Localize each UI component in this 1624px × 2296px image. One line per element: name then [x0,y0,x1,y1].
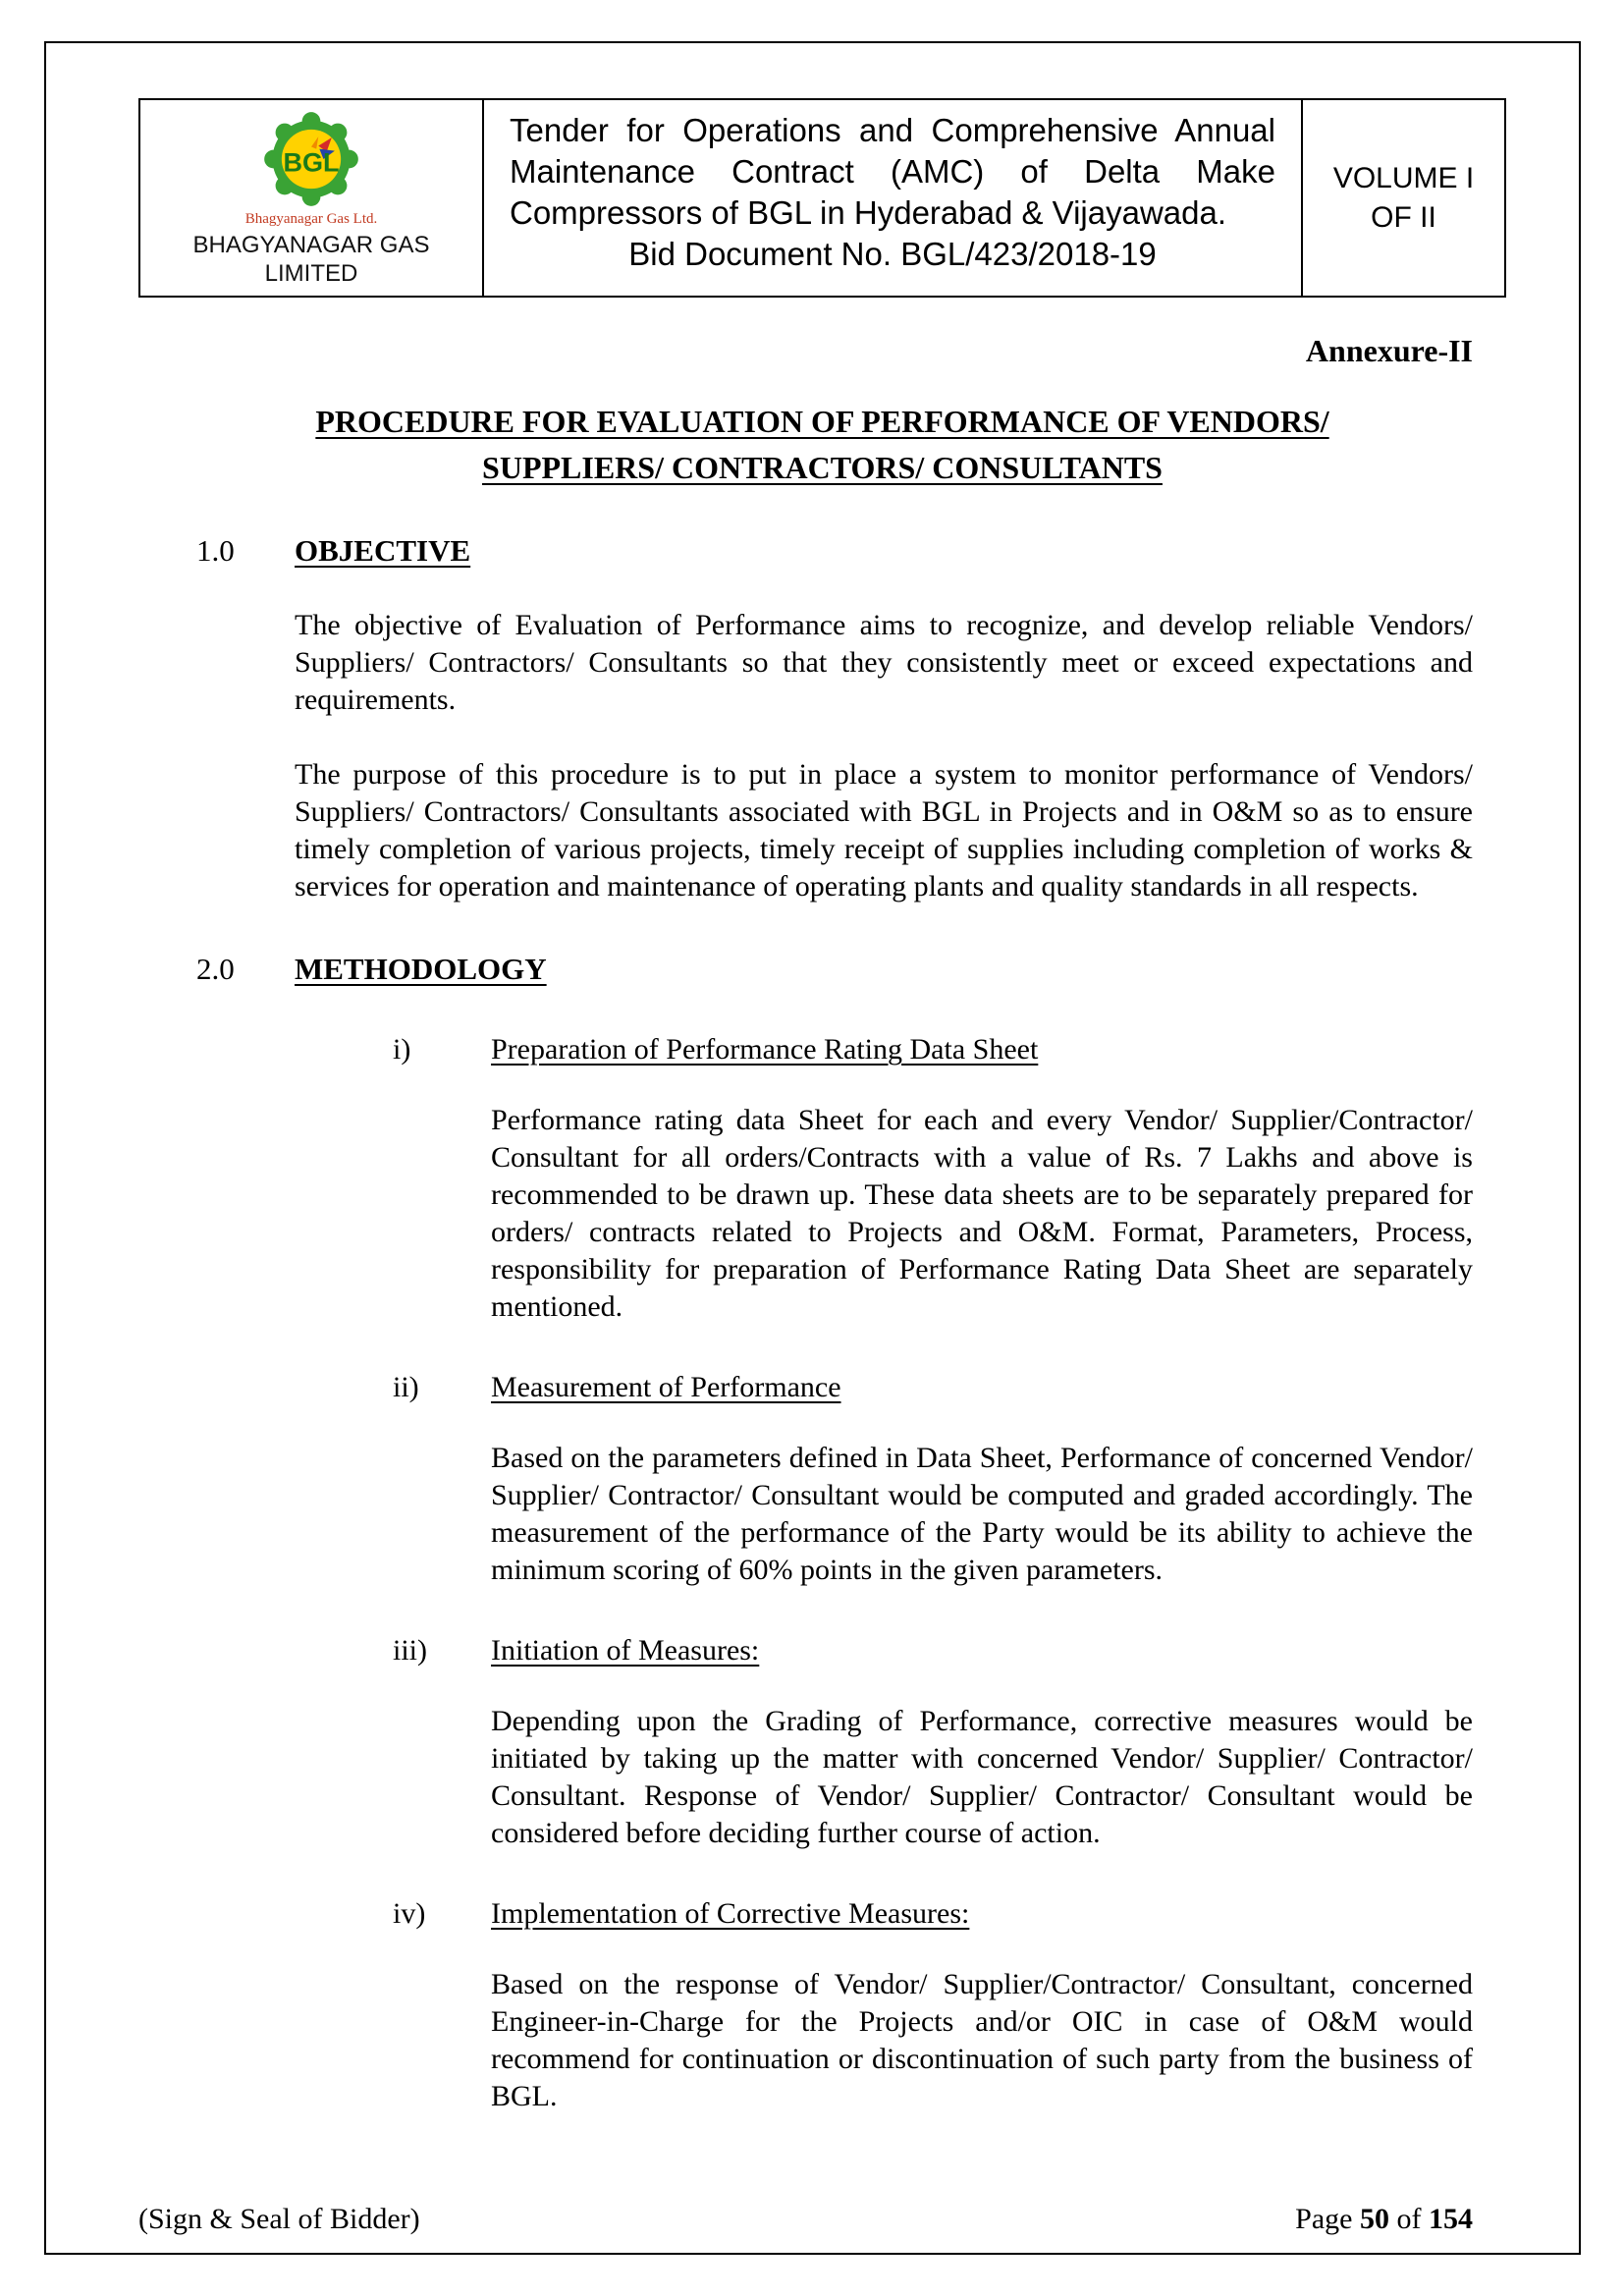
document-title-line1: PROCEDURE FOR EVALUATION OF PERFORMANCE OF VENDORS/ [315,404,1329,439]
section-methodology-heading-row [196,951,1473,988]
page-border [44,41,1581,2255]
section-number: 2.0 [196,952,235,986]
document-body [196,532,1473,2115]
item-heading-row [393,1031,1473,1068]
item-heading-row [393,1632,1473,1669]
item-body: Depending upon the Grading of Performance, corrective measures would be initiated by taking up the matter with concerned Vendor/ Supplier/ Contractor/ Consultant. Response of Vendor/ Supplier/ Contractor/ Consultant would be considered before deciding further course of action. [491,1705,1473,1849]
item-body: Performance rating data Sheet for each and every Vendor/ Supplier/Contractor/ Consultant for all orders/Contracts with a value of Rs. 7 Lakhs and above is recommended to be drawn up. These data sheets are to be separately prepared for orders/ contracts related to Projects and O&M. Format, Parameters, Process, responsibility for preparation of Performance Rating Data Sheet are separately mentioned. [491,1104,1473,1323]
page-footer [138,2201,1506,2237]
item-marker: ii) [393,1371,419,1403]
page-of: of [1389,2203,1429,2235]
item-body: Based on the response of Vendor/ Supplier/Contractor/ Consultant, concerned Engineer-in-Charge for the Projects and/or OIC in case of O&M would recommend for continuation or discontinuation of such party from the business of BGL. [491,1968,1473,2112]
page-number [1295,2201,1473,2237]
company-name-line1: BHAGYANAGAR GAS [192,232,430,258]
sign-seal-note: (Sign & Seal of Bidder) [138,2203,420,2235]
tender-title-cell [484,100,1303,296]
logo-acronym: BGL [283,147,340,178]
tender-title: Tender for Operations and Comprehensive Annual Maintenance Contract (AMC) of Delta Make Compressors of BGL in Hyderabad & Vijayawada. [510,112,1275,231]
methodology-items [393,1031,1473,2115]
company-name-line2: LIMITED [264,260,358,287]
item-title: Initiation of Measures: [491,1634,760,1667]
document-title [138,399,1506,491]
document-title-line2: SUPPLIERS/ CONTRACTORS/ CONSULTANTS [482,450,1163,485]
item-marker: iii) [393,1634,427,1667]
item-body: Based on the parameters defined in Data Sheet, Performance of concerned Vendor/ Supplier/ Contractor/ Consultant would be computed and graded accordingly. The measurement of the performance of the Party would be its ability to achieve the minimum scoring of 60% points in the given parameters. [491,1442,1473,1586]
item-title: Measurement of Performance [491,1371,841,1403]
page-total: 154 [1429,2203,1473,2235]
bid-document-number: Bid Document No. BGL/423/2018-19 [628,236,1157,272]
item-heading-row [393,1895,1473,1933]
section-heading: METHODOLOGY [295,952,547,986]
item-marker: iv) [393,1897,426,1930]
header-table [138,98,1506,298]
annexure-label: Annexure-II [1305,333,1473,368]
item-title: Implementation of Corrective Measures: [491,1897,970,1930]
item-heading-row [393,1369,1473,1406]
company-name [193,231,430,288]
volume-line2: OF II [1371,200,1436,234]
section-objective-heading-row [196,532,1473,570]
item-title: Preparation of Performance Rating Data Sheet [491,1033,1039,1066]
volume-cell [1303,100,1504,296]
page-current: 50 [1360,2203,1389,2235]
section-heading: OBJECTIVE [295,533,471,568]
section-number: 1.0 [196,533,235,568]
item-marker: i) [393,1033,411,1066]
objective-paragraph-1: The objective of Evaluation of Performance aims to recognize, and develop reliable Vendors/ Suppliers/ Contractors/ Consultants so that they consistently meet or exceed expectations and requirements. [295,609,1473,716]
bgl-logo-icon [260,108,362,210]
page-prefix: Page [1295,2203,1360,2235]
volume-line1: VOLUME I [1332,161,1475,194]
logo-cell [140,100,484,296]
objective-paragraph-2: The purpose of this procedure is to put in place a system to monitor performance of Vendors/ Suppliers/ Contractors/ Consultants associated with BGL in Projects and in O&M so as to ensure timely completion of various projects, timely receipt of supplies including completion of works & services for operation and maintenance of operating plants and quality standards in all respects. [295,758,1473,902]
logo-tagline: Bhagyanagar Gas Ltd. [244,211,378,227]
